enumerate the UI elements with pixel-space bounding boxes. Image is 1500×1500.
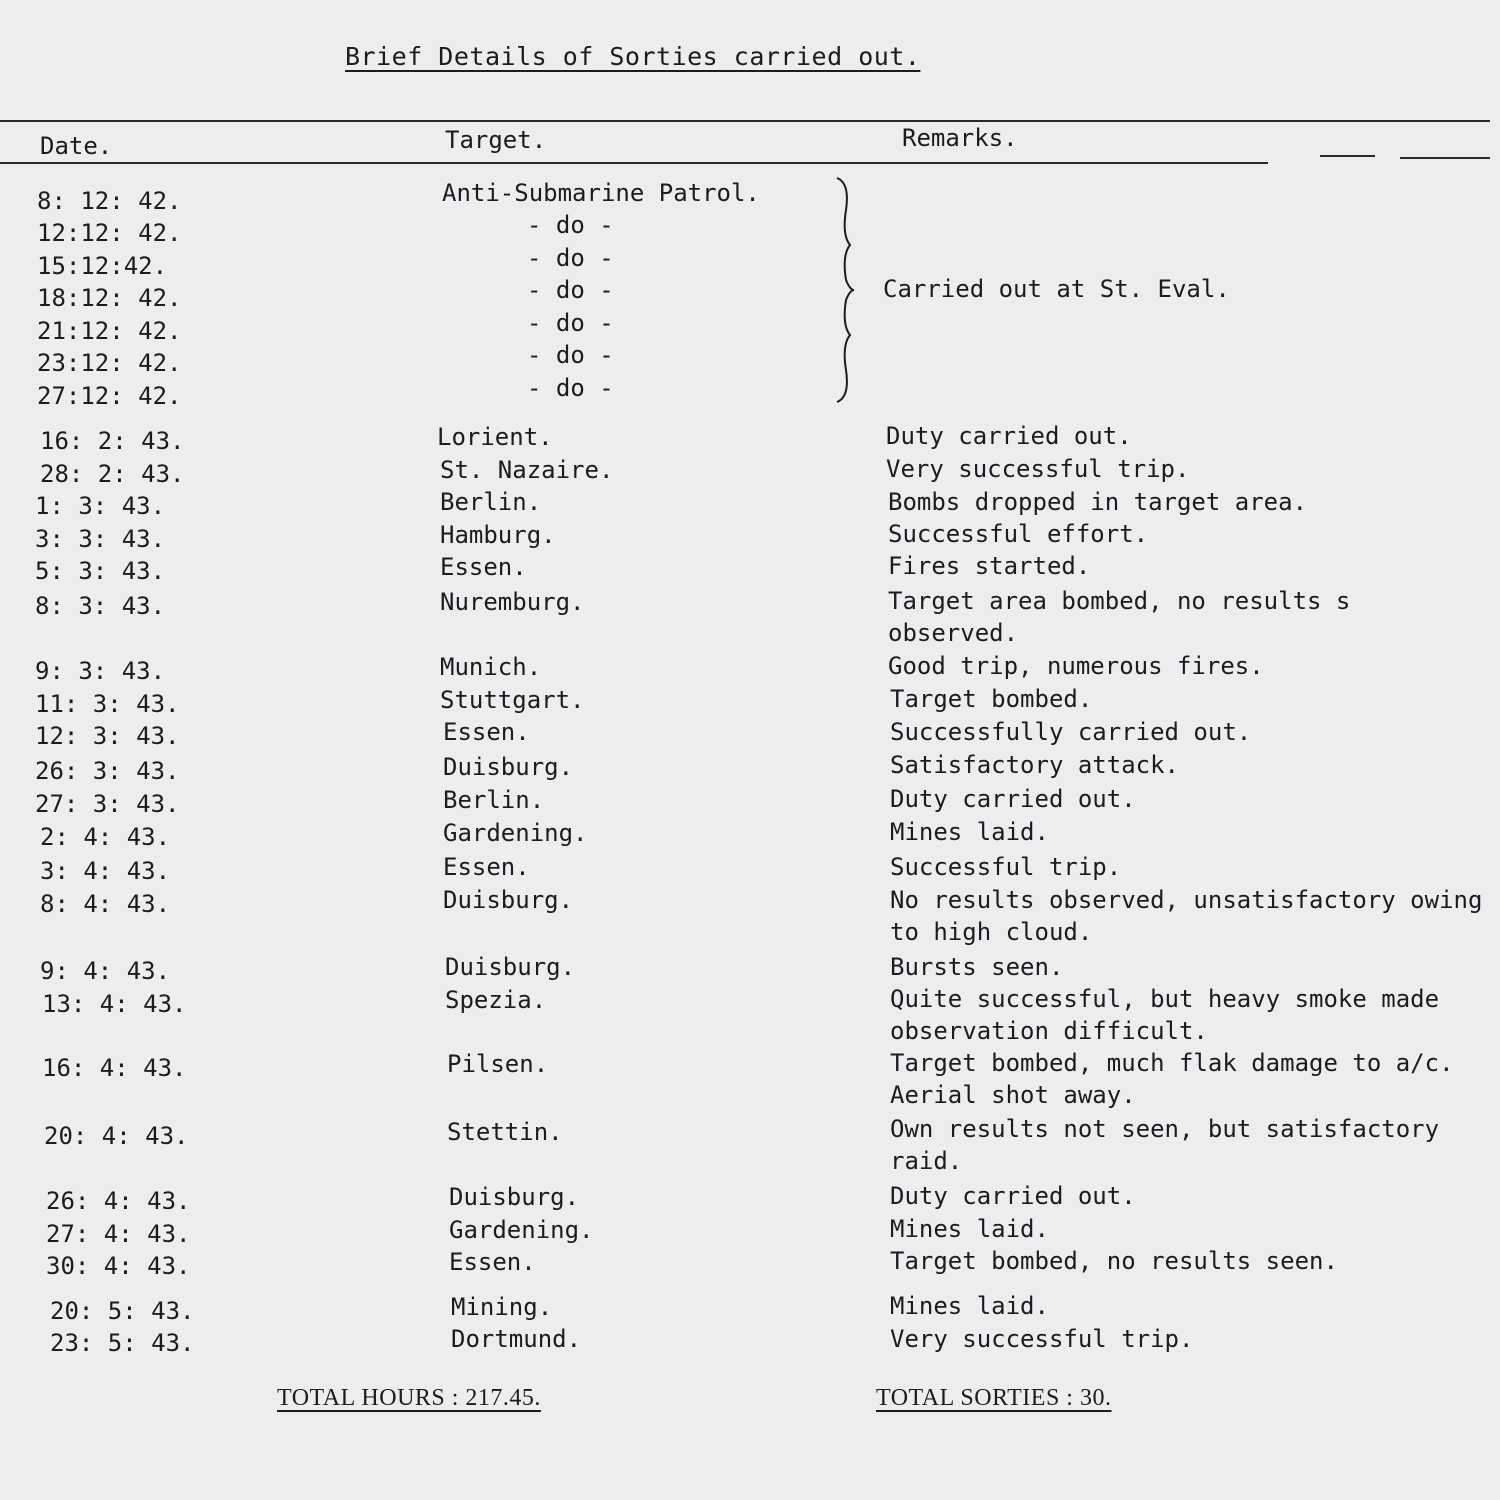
sortie-date: 8: 12: 42. <box>37 187 182 215</box>
sortie-date: 18:12: 42. <box>37 284 182 312</box>
column-header-target: Target. <box>445 126 547 154</box>
sortie-date: 27:12: 42. <box>37 382 182 410</box>
sortie-target: Duisburg. <box>443 753 574 781</box>
sortie-date: 9: 4: 43. <box>40 957 171 985</box>
sortie-date: 20: 4: 43. <box>44 1122 189 1150</box>
sortie-target: Duisburg. <box>449 1183 580 1211</box>
sortie-target: Essen. <box>443 853 530 881</box>
column-header-date: Date. <box>40 132 113 160</box>
sortie-target: Anti-Submarine Patrol. <box>442 179 760 207</box>
column-header-remarks: Remarks. <box>902 124 1018 152</box>
sortie-remark: Quite successful, but heavy smoke made observation difficult. <box>890 985 1440 1045</box>
sortie-target: Duisburg. <box>443 886 574 914</box>
sortie-target: Berlin. <box>440 488 542 516</box>
sortie-remark: Target bombed. <box>890 685 1093 713</box>
sortie-remark: Target bombed, much flak damage to a/c. Aerial shot away. <box>890 1049 1454 1109</box>
sortie-remark: Very successful trip. <box>890 1325 1194 1353</box>
sortie-date: 30: 4: 43. <box>46 1252 191 1280</box>
sortie-target: - do - <box>527 244 614 272</box>
sortie-remark: No results observed, unsatisfactory owing to high cloud. <box>890 886 1483 946</box>
sortie-target: Duisburg. <box>445 953 576 981</box>
sortie-remark: Successful effort. <box>888 520 1149 548</box>
sortie-target: - do - <box>527 374 614 402</box>
grouping-brace <box>832 175 862 405</box>
sortie-target: Gardening. <box>449 1216 594 1244</box>
sortie-target: Stettin. <box>447 1118 563 1146</box>
sortie-date: 16: 4: 43. <box>42 1054 187 1082</box>
sortie-remark: Bombs dropped in target area. <box>888 488 1308 516</box>
sortie-target: Lorient. <box>437 423 553 451</box>
sortie-date: 15:12:42. <box>37 252 168 280</box>
sortie-target: Berlin. <box>443 786 545 814</box>
sortie-remark: Successful trip. <box>890 853 1122 881</box>
sortie-date: 28: 2: 43. <box>40 460 185 488</box>
sortie-remark: Duty carried out. <box>890 1182 1136 1210</box>
sortie-date: 9: 3: 43. <box>35 657 166 685</box>
sortie-date: 1: 3: 43. <box>35 492 166 520</box>
sortie-date: 12: 3: 43. <box>35 722 180 750</box>
sortie-remark: Bursts seen. <box>890 953 1064 981</box>
sortie-remark: Duty carried out. <box>886 422 1132 450</box>
sortie-target: - do - <box>527 276 614 304</box>
sortie-target: Essen. <box>449 1248 536 1276</box>
sortie-date: 26: 3: 43. <box>35 757 180 785</box>
sortie-date: 12:12: 42. <box>37 219 182 247</box>
header-rule-right-a <box>1320 155 1375 157</box>
sortie-target: - do - <box>527 211 614 239</box>
sortie-date: 8: 4: 43. <box>40 890 171 918</box>
sortie-remark: Successfully carried out. <box>890 718 1252 746</box>
sortie-date: 3: 3: 43. <box>35 525 166 553</box>
sortie-target: Essen. <box>443 718 530 746</box>
sortie-target: Spezia. <box>445 986 547 1014</box>
sortie-target: - do - <box>527 341 614 369</box>
header-rule-right-b <box>1400 157 1490 159</box>
sortie-date: 27: 4: 43. <box>46 1220 191 1248</box>
sortie-target: Pilsen. <box>447 1050 549 1078</box>
sortie-target: Nuremburg. <box>440 588 585 616</box>
sortie-target: Dortmund. <box>451 1325 582 1353</box>
sortie-remark: Very successful trip. <box>886 455 1190 483</box>
sortie-remark: Mines laid. <box>890 1215 1049 1243</box>
sortie-target: St. Nazaire. <box>440 456 614 484</box>
sortie-date: 26: 4: 43. <box>46 1187 191 1215</box>
sortie-remark: Own results not seen, but satisfactory raid. <box>890 1115 1440 1175</box>
sortie-target: - do - <box>527 309 614 337</box>
sortie-date: 2: 4: 43. <box>40 823 171 851</box>
sortie-date: 3: 4: 43. <box>40 857 171 885</box>
sortie-remark: Target area bombed, no results s observed. <box>888 587 1351 647</box>
sortie-date: 23: 5: 43. <box>50 1329 195 1357</box>
sortie-target: Hamburg. <box>440 521 556 549</box>
page-title: Brief Details of Sorties carried out. <box>345 42 921 71</box>
patrol-group-remark: Carried out at St. Eval. <box>883 275 1230 303</box>
total-sorties: TOTAL SORTIES : 30. <box>876 1385 1112 1411</box>
sortie-remark: Fires started. <box>888 552 1091 580</box>
sortie-target: Gardening. <box>443 819 588 847</box>
sortie-date: 16: 2: 43. <box>40 427 185 455</box>
sortie-remark: Target bombed, no results seen. <box>890 1247 1338 1275</box>
sortie-date: 27: 3: 43. <box>35 790 180 818</box>
sortie-target: Stuttgart. <box>440 686 585 714</box>
sortie-date: 8: 3: 43. <box>35 592 166 620</box>
sortie-date: 11: 3: 43. <box>35 690 180 718</box>
sortie-remark: Good trip, numerous fires. <box>888 652 1264 680</box>
header-rule-top <box>0 120 1490 122</box>
sortie-date: 23:12: 42. <box>37 349 182 377</box>
sortie-target: Mining. <box>451 1293 553 1321</box>
sortie-date: 5: 3: 43. <box>35 557 166 585</box>
sortie-date: 21:12: 42. <box>37 317 182 345</box>
sortie-target: Essen. <box>440 553 527 581</box>
sortie-date: 13: 4: 43. <box>42 990 187 1018</box>
sortie-remark: Mines laid. <box>890 1292 1049 1320</box>
header-rule-bottom <box>0 162 1268 164</box>
total-hours: TOTAL HOURS : 217.45. <box>277 1385 541 1411</box>
sortie-target: Munich. <box>440 653 542 681</box>
sortie-remark: Satisfactory attack. <box>890 751 1179 779</box>
sortie-remark: Mines laid. <box>890 818 1049 846</box>
sortie-date: 20: 5: 43. <box>50 1297 195 1325</box>
sortie-remark: Duty carried out. <box>890 785 1136 813</box>
